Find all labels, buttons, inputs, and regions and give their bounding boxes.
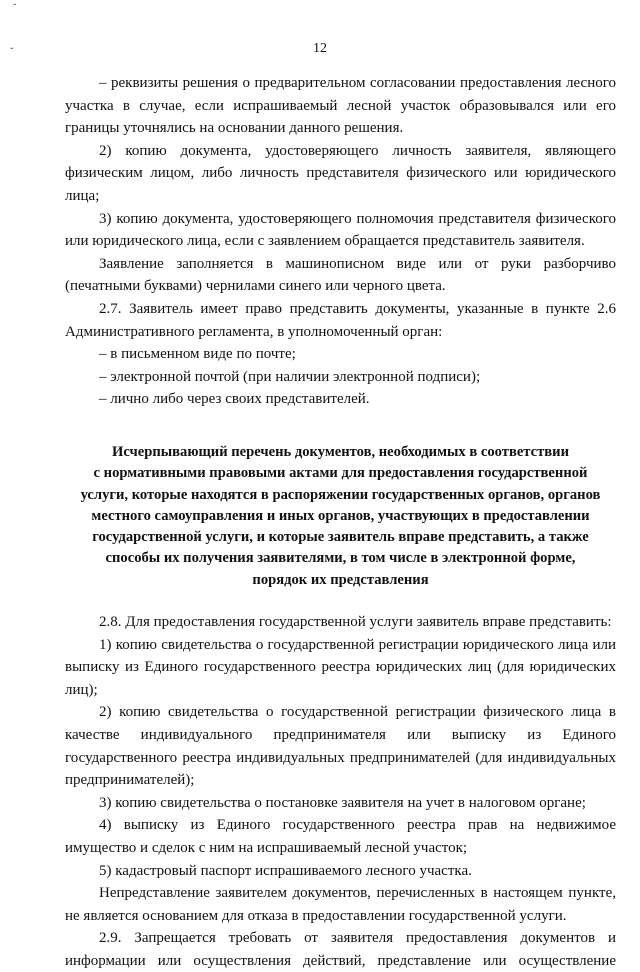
paragraph: 4) выписку из Единого государственного реестра прав на недвижимое имущество и сделок с ним на испрашиваемый лесной участок;: [65, 817, 616, 856]
heading-line: Исчерпывающий перечень документов, необходимых в соответствии: [111, 443, 569, 460]
list-item: – электронной почтой (при наличии электронной подписи);: [99, 368, 481, 385]
paragraph: 2) копию документа, удостоверяющего личность заявителя, являющего физическим лицом, либо личность представителя физического или юридического лица;: [65, 142, 616, 204]
margin-mark: ˘: [13, 3, 17, 14]
document-body: [65, 72, 616, 972]
paragraph: 3) копию свидетельства о постановке заявителя на учет в налоговом органе;: [99, 794, 586, 811]
heading-line: способы их получения заявителями, в том числе в электронной форме,: [105, 550, 576, 567]
margin-mark: ˇ: [10, 47, 14, 58]
paragraph: Заявление заполняется в машинописном виде или от руки разборчиво (печатными буквами) чернилами синего или черного цвета.: [65, 255, 616, 295]
heading-line: услуги, которые находятся в распоряжении государственных органов, органов: [80, 486, 601, 503]
paragraph: 2) копию свидетельства о государственной регистрации физического лица в качестве индивидуального предпринимателя или выписку из Единого государственного реестра индивидуальных предпринимателей (для индивидуальных предпринимателей);: [65, 704, 616, 789]
heading-line: порядок их представления: [252, 571, 429, 588]
heading-line: с нормативными правовыми актами для предоставления государственной: [93, 465, 588, 482]
list-item: – в письменном виде по почте;: [99, 346, 296, 363]
section-heading: [65, 442, 616, 591]
paragraph: 5) кадастровый паспорт испрашиваемого лесного участка.: [99, 862, 472, 879]
heading-line: государственной услуги, и которые заявитель вправе представить, а также: [92, 529, 589, 546]
heading-line: местного самоуправления и иных органов, участвующих в предоставлении: [91, 507, 590, 524]
paragraph: – реквизиты решения о предварительном согласовании предоставления лесного участка в случае, если испрашиваемый лесной участок образовывался или его границы уточнялись на основании данного решения.: [65, 75, 616, 137]
paragraph: 3) копию документа, удостоверяющего полномочия представителя физического или юридического лица, если с заявлением обращается представитель заявителя.: [65, 210, 616, 250]
list-item: – лично либо через своих представителей.: [99, 391, 370, 408]
paragraph: 2.7. Заявитель имеет право представить документы, указанные в пункте 2.6 Административного регламента, в уполномоченный орган:: [65, 300, 616, 340]
page-number: 12: [313, 41, 327, 56]
paragraph: 2.9. Запрещается требовать от заявителя предоставления документов и информации или осуществления действий, представление или осуществление: [65, 930, 616, 969]
paragraph: Непредставление заявителем документов, перечисленных в настоящем пункте, не является основанием для отказа в предоставлении государственной услуги.: [65, 885, 616, 924]
paragraph: 1) копию свидетельства о государственной регистрации юридического лица или выписку из Единого государственного реестра юридических лиц (для юридических лиц);: [65, 636, 616, 698]
paragraph: 2.8. Для предоставления государственной услуги заявитель вправе представить:: [99, 613, 612, 630]
